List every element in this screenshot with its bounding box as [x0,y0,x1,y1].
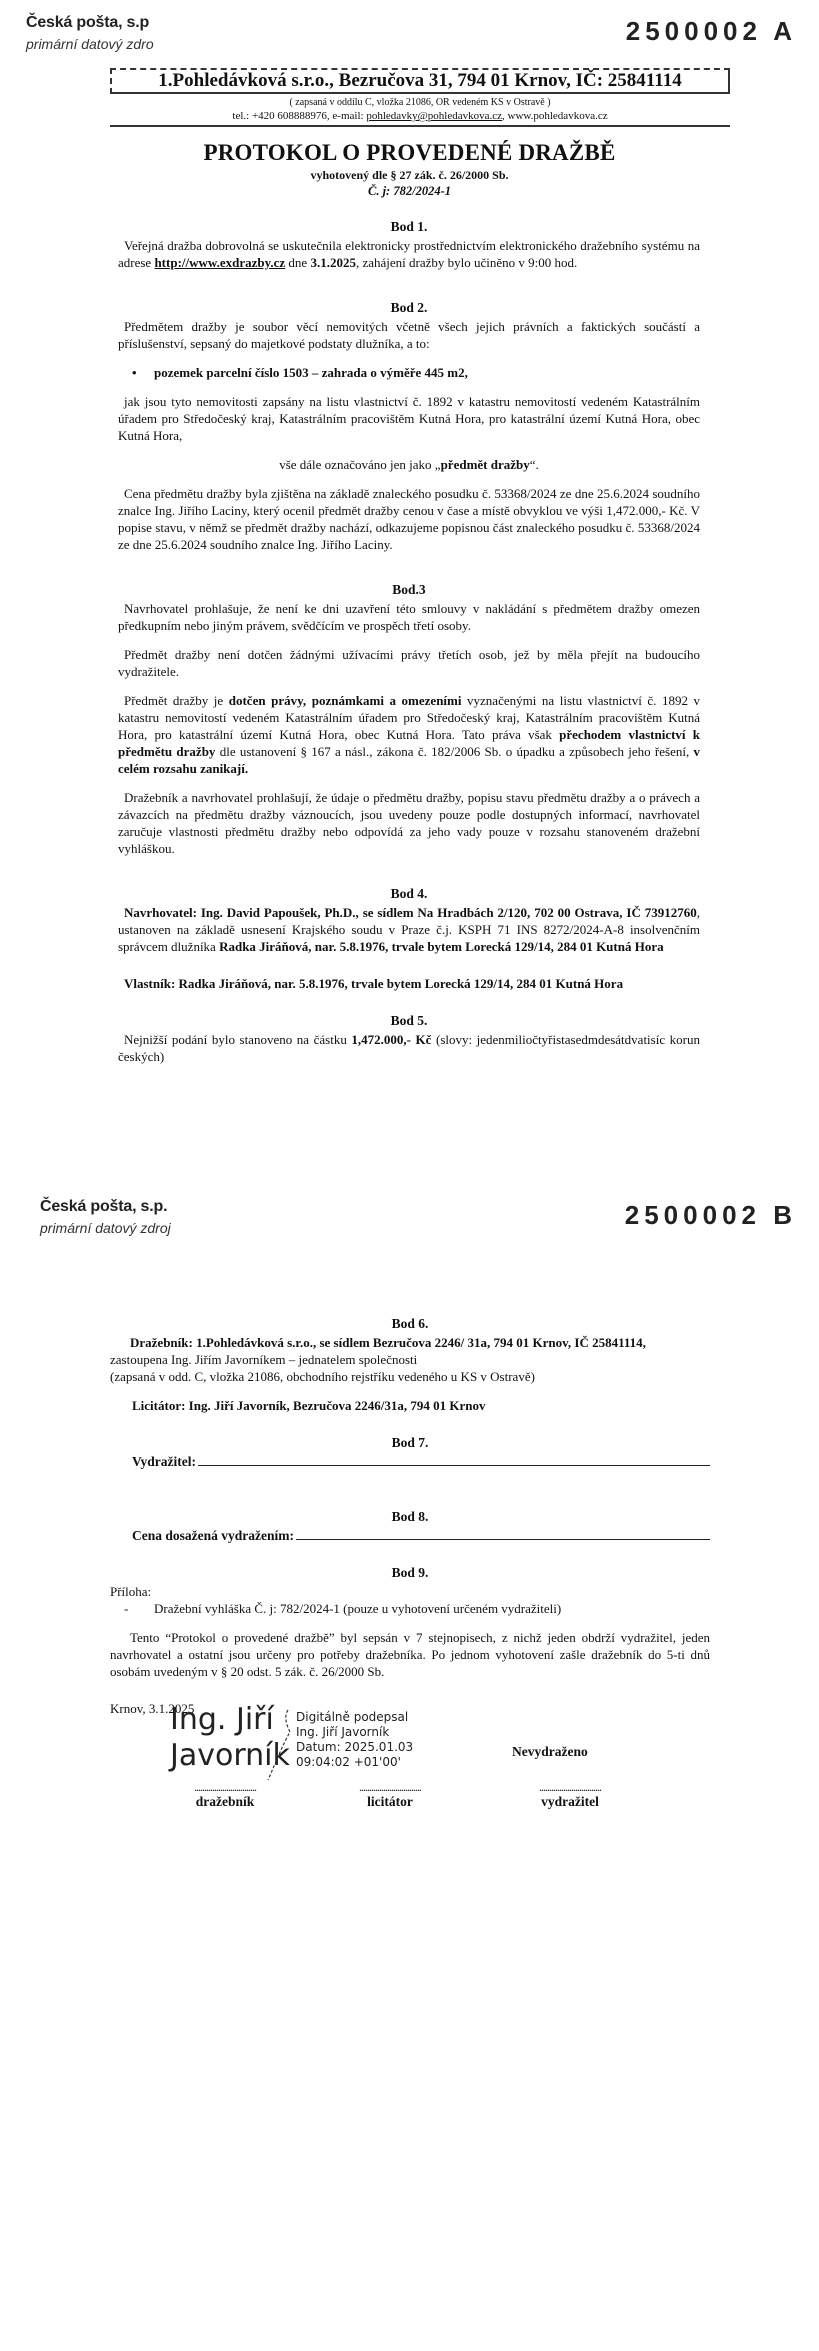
p3-b: dotčen právy, poznámkami a omezeními [228,693,462,708]
company-name: 1.Pohledávková s.r.o., Bezručova 31, 794 01 Krnov, IČ: 25841114 [110,68,730,94]
bod1-text-a: Veřejná dražba dobrovolná se uskutečnila elektronicky prostřednictvím elektronického dražebního systému na adrese [118,238,700,270]
document-reference: Č. j: 782/2024-1 [368,184,451,198]
document-number: 2500002 B [624,1200,797,1230]
achieved-price-field [132,1527,710,1544]
p3-a: Předmět dražby je [124,693,229,708]
section-heading-6: Bod 6. [391,1316,429,1331]
min-bid-words: (slovy: jedenmiliočtyřistasedmdesátdvatisíc korun českých) [118,1032,700,1064]
bullet-icon: • [132,365,137,380]
stamp-sender: Česká pošta, s.p [26,14,150,31]
handwritten-signature-icon [260,1706,300,1786]
p3-c: vyznačenými na listu vlastnictví č. 1892 v katastru nemovitostí vedeném Katastrálním úřadem pro Středočeský kraj, Katastrálním pracovištěm Kutná Hora, pro katastrální území Kutná Hora, obec Kutná Hora. Tato práva však [118,693,701,742]
role-winning-bidder: vydražitel [541,1794,599,1809]
section-3-p1: Navrhovatel prohlašuje, že není ke dni uzavření této smlouvy v nakládání s předmětem dražby omezen předkupním nebo jiným právem, svědčícím ve prospěch třetí osoby. [118,601,700,633]
digital-signer: Ing. Jiří Javorník [296,1725,390,1739]
p3-d: přechodem vlastnictví k předmětu dražby [118,727,700,759]
document-subtitle: vyhotovený dle § 27 zák. č. 26/2000 Sb. [310,168,509,182]
section-heading-5: Bod 5. [390,1013,428,1028]
petitioner-appointment: , ustanoven na základě usnesení Krajského soudu v Praze č.j. KSPH 71 INS 8272/2024-A-8 insolvenčním správcem dlužníka [118,905,700,954]
page2-body [110,1315,710,1717]
letterhead [110,68,730,127]
achieved-price-label: Cena dosažená vydražením: [132,1528,294,1543]
minimum-bid-text [118,1031,700,1065]
document-title: PROTOKOL O PROVEDENÉ DRAŽBĚ [203,140,616,165]
signature-winning-bidder [495,1782,645,1810]
digital-date: Datum: 2025.01.03 [296,1740,414,1754]
signature-licitator [315,1782,465,1810]
signature-line: ............................... [359,1780,421,1794]
signer-name-line2: Javorník [170,1738,290,1773]
auctioneer-represented: zastoupena Ing. Jiřím Javorníkem – jednatelem společnosti [110,1352,418,1367]
postal-stamp [26,14,154,52]
section-3-p3 [118,692,700,777]
stamp-sender: Česká pošta, s.p. [40,1198,168,1215]
designation-pre: vše dále označováno jen jako „ [279,457,441,472]
exdrazby-link[interactable]: http://www.exdrazby.cz [154,255,286,270]
postal-stamp [40,1198,171,1236]
digital-time: 09:04:02 +01'00' [296,1755,401,1769]
section-heading-9: Bod 9. [391,1565,429,1580]
attachment-item [124,1600,710,1617]
page-2 [0,1180,819,2351]
debtor-name: Radka Jiráňová, nar. 5.8.1976, trvale bytem Lorecká 129/14, 284 01 Kutná Hora [219,939,664,954]
section-heading-2: Bod 2. [390,300,428,315]
place-date: Krnov, 3.1.2025 [110,1701,195,1716]
company-registration: ( zapsaná v oddílu C, vložka 21086, OR vedeném KS v Ostravě ) [289,97,551,108]
digital-signed-by: Digitálně podepsal [296,1710,409,1724]
auctioneer-text: Dražebník: 1.Pohledávková s.r.o., se sídlem Bezručova 2246/ 31a, 794 01 Krnov, IČ 25841114, [130,1335,646,1350]
section-heading-4: Bod 4. [390,886,428,901]
petitioner-text [118,904,700,955]
title-block [0,140,819,199]
minimum-bid-amount: 1,472.000,- Kč [351,1032,432,1047]
auction-item [132,364,700,381]
licitator-text: Licitátor: Ing. Jiří Javorník, Bezručova 2246/31a, 794 01 Krnov [132,1398,486,1413]
company-contact [110,110,730,122]
section-heading-3: Bod.3 [392,582,426,597]
p3-f: v celém rozsahu zanikají. [118,744,700,776]
role-auctioneer: dražebník [195,1794,255,1809]
dash-icon: - [124,1601,129,1616]
auction-date: 3.1.2025 [310,255,356,270]
winning-bidder-field [132,1453,710,1470]
stamp-source: primární datový zdroj [40,1220,171,1236]
letterhead-rule [110,125,730,127]
designation-post: “. [529,457,539,472]
auction-item-text: pozemek parcelní číslo 1503 – zahrada o výměře 445 m2, [154,365,468,380]
contact-phone: tel.: +420 608888976, e-mail: [232,110,367,122]
winning-bidder-label: Vydražitel: [132,1454,196,1469]
unsold-note: Nevydraženo [512,1744,588,1759]
cadastre-text: jak jsou tyto nemovitosti zapsány na listu vlastnictví č. 1892 v katastru nemovitostí vedeném Katastrálním úřadem pro Středočeský kraj, Katastrálním pracovištěm Kutná Hora, pro katastrální území Kutná Hora, obec Kutná Hora, [118,394,700,443]
bod1-text-c: , zahájení dražby bylo učiněno v 9:00 hod. [355,255,578,270]
bod1-text-b: dne [285,255,311,270]
p3-e: dle ustanovení § 167 a násl., zákona č. 182/2006 Sb. o úpadku a způsobech jeho řešení, [215,744,694,759]
attachment-label: Příloha: [110,1584,152,1599]
copies-text: Tento “Protokol o provedené dražbě” byl sepsán v 7 stejnopisech, z nichž jeden obdrží vydražitel, jeden navrhovatel a ostatní jsou určeny pro potřeby dražebníka. Po jednom vyhotovení zašle dražebník do 5-ti dnů osobám uvedeným v § 20 odst. 5 zák. č. 26/2000 Sb. [110,1630,710,1679]
valuation-text: Cena předmětu dražby byla zjištěna na základě znaleckého posudku č. 53368/2024 ze dne 25.6.2024 soudního znalce Ing. Jiřího Laciny, který ocenil předmět dražby cenou v čase a místě obvyklou ve výši 1,472.000,- Kč. V popise stavu, v němž se předmět dražby nachází, odkazujeme popisnou část znaleckého posudku č. 53368/2024 ze dne 25.6.2024 soudního znalce Ing. Jiřího Laciny. [118,486,700,552]
page1-body [118,218,700,1065]
section-3-p4: Dražebník a navrhovatel prohlašují, že údaje o předmětu dražby, popisu stavu předmětu dražby a o právech a závazcích na předmětu dražby váznoucích, jsou uvedeny pouze podle dostupných informací, navrhovatel zaručuje vlastnosti předmětu dražby nebo odpovídá za jeho vady pouze v rozsahu stanoveném dražební vyhláškou. [118,790,700,856]
winning-bidder-value [198,1465,710,1466]
section-heading-7: Bod 7. [391,1435,429,1450]
section-3-p2: Předmět dražby není dotčen žádnými užívacími právy třetích osob, jež by měla přejít na budoucího vydražitele. [118,647,700,679]
petitioner-name: Navrhovatel: Ing. David Papoušek, Ph.D., se sídlem Na Hradbách 2/120, 702 00 Ostrava, IČ 73912760 [124,905,697,920]
section-heading-8: Bod 8. [391,1509,429,1524]
section-heading-1: Bod 1. [390,219,428,234]
auctioneer-registration: (zapsaná v odd. C, vložka 21086, obchodního rejstříku vedeného u KS v Ostravě) [110,1369,535,1384]
stamp-source: primární datový zdro [26,36,154,52]
min-bid-pre: Nejnižší podání bylo stanoveno na částku [124,1032,352,1047]
digital-signature-info [296,1710,413,1770]
attachment-item-text: Dražební vyhláška Č. j: 782/2024-1 (pouze u vyhotovení určeném vydražiteli) [154,1601,562,1616]
section-1-text [118,237,700,271]
signer-name-line1: Ing. Jiří [170,1702,274,1737]
achieved-price-value [296,1539,710,1540]
contact-email-link[interactable]: pohledavky@pohledavkova.cz [366,110,502,122]
signature-auctioneer [150,1782,300,1810]
contact-web: , www.pohledavkova.cz [502,110,608,122]
designation-bold: předmět dražby [440,457,530,472]
owner-text: Vlastník: Radka Jiráňová, nar. 5.8.1976, trvale bytem Lorecká 129/14, 284 01 Kutná Hora [124,976,624,991]
signature-line: ............................... [539,1780,601,1794]
designation-text [118,456,700,473]
document-number: 2500002 A [625,16,797,46]
signature-line: ............................... [194,1780,256,1794]
section-2-intro: Předmětem dražby je soubor věcí nemovitých včetně všech jejich právních a faktických součástí a příslušenství, sepsaný do majetkové podstaty dlužníka, a to: [118,319,700,351]
role-licitator: licitátor [367,1794,413,1809]
